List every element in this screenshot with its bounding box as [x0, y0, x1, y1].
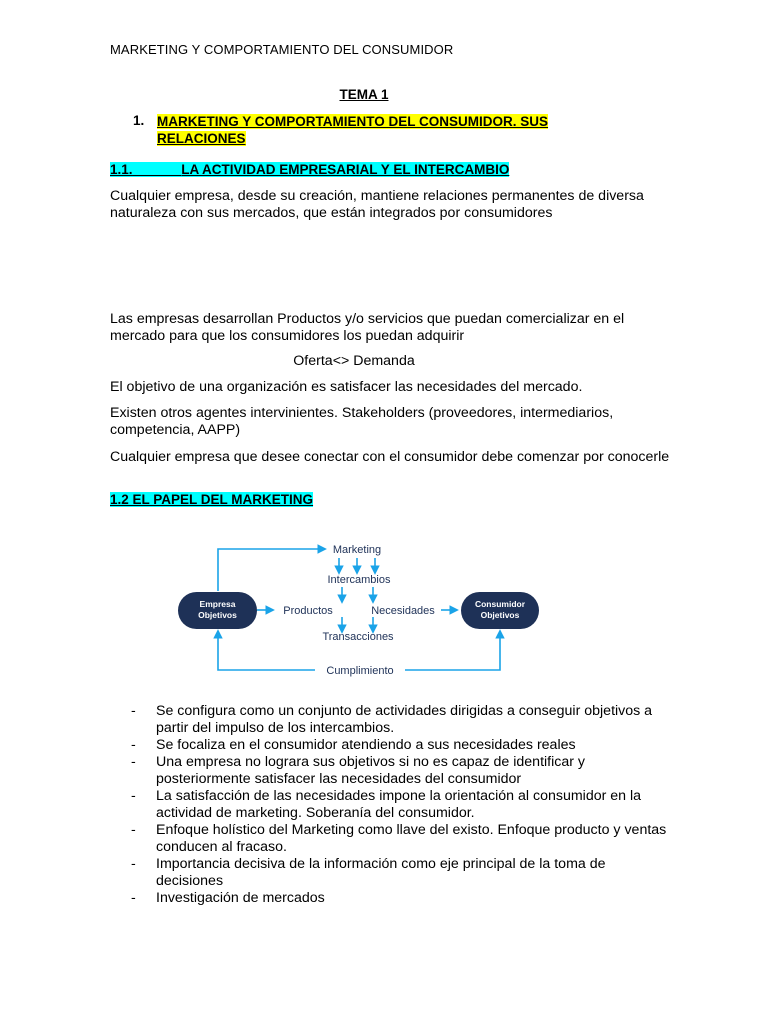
paragraph-5: Cualquier empresa que desee conectar con el consumidor debe comenzar por conocerle: [110, 449, 670, 465]
bullet-text: La satisfacción de las necesidades impone la orientación al consumidor en la actividad de marketing. Soberanía del consumidor.: [156, 788, 642, 821]
consumidor-label-1: Consumidor: [474, 599, 526, 609]
paragraph-3: El objetivo de una organización es satisfacer las necesidades del mercado.: [110, 379, 583, 395]
list-item: [110, 856, 670, 890]
bullet-dash: -: [131, 754, 136, 770]
bullet-text: Una empresa no lograra sus objetivos si no es capaz de identificar y posteriormente satisfacer las necesidades del consumidor: [156, 754, 586, 787]
paragraph-2: Las empresas desarrollan Productos y/o servicios que puedan comercializar en el mercado para que los consumidores los puedan adquirir: [110, 311, 625, 344]
section-1-1-heading: [110, 162, 509, 177]
list-item: [110, 737, 670, 754]
bullet-dash: -: [131, 788, 136, 804]
list-item: [110, 754, 670, 788]
oferta-demanda: Oferta<> Demanda: [293, 353, 415, 369]
necesidades-label: Necesidades: [371, 605, 435, 617]
section-1-2-heading: [110, 492, 313, 507]
productos-label: Productos: [283, 605, 333, 617]
section-1-1-gap: [133, 162, 182, 177]
arrow-cumplimiento-empresa: [218, 631, 315, 670]
empresa-label-2: Objetivos: [198, 610, 237, 620]
bullet-dash: -: [131, 890, 136, 906]
bullet-text: Investigación de mercados: [156, 890, 325, 906]
paragraph-4: Existen otros agentes intervinientes. Stakeholders (proveedores, intermediarios, competencia, AAPP): [110, 405, 614, 438]
arrow-empresa-marketing: [218, 549, 325, 591]
bullet-text: Se focaliza en el consumidor atendiendo a sus necesidades reales: [156, 737, 576, 753]
section-1-title-line1: MARKETING Y COMPORTAMIENTO DEL CONSUMIDOR. SUS: [157, 114, 549, 129]
section-1-heading: [157, 113, 597, 147]
page-title: TEMA 1: [339, 87, 389, 102]
empresa-label-1: Empresa: [199, 599, 236, 609]
intercambios-label: Intercambios: [327, 574, 391, 586]
cumplimiento-label: Cumplimiento: [326, 665, 394, 677]
section-1-title-line2: RELACIONES: [157, 131, 246, 146]
marketing-label: Marketing: [332, 544, 382, 556]
bullet-dash: -: [131, 822, 136, 838]
bullet-dash: -: [131, 737, 136, 753]
list-item: [110, 890, 670, 907]
page-header: MARKETING Y COMPORTAMIENTO DEL CONSUMIDOR: [110, 42, 454, 57]
transacciones-label: Transacciones: [322, 631, 394, 643]
paragraph-1: Cualquier empresa, desde su creación, mantiene relaciones permanentes de diversa naturaleza con sus mercados, que están integrados por consumidores: [110, 188, 644, 221]
list-item: [110, 822, 670, 856]
bullet-dash: -: [131, 703, 136, 719]
consumidor-label-2: Objetivos: [480, 610, 520, 620]
section-1-1-title: LA ACTIVIDAD EMPRESARIAL Y EL INTERCAMBIO: [181, 162, 510, 177]
marketing-diagram: [175, 540, 545, 680]
list-item: [110, 703, 670, 737]
section-1-2-title: 1.2 EL PAPEL DEL MARKETING: [110, 492, 314, 507]
bullet-dash: -: [131, 856, 136, 872]
bullet-text: Enfoque holístico del Marketing como llave del existo. Enfoque producto y ventas conducen al fracaso.: [156, 822, 667, 855]
bullet-list: [110, 703, 670, 907]
section-1-1-number: 1.1.: [110, 162, 133, 177]
list-item: [110, 788, 670, 822]
bullet-text: Se configura como un conjunto de actividades dirigidas a conseguir objetivos a partir del impulso de los intercambios.: [156, 703, 653, 736]
section-1-number: 1.: [133, 113, 145, 128]
bullet-text: Importancia decisiva de la información como eje principal de la toma de decisiones: [156, 856, 606, 889]
arrow-cumplimiento-consumidor: [405, 631, 500, 670]
